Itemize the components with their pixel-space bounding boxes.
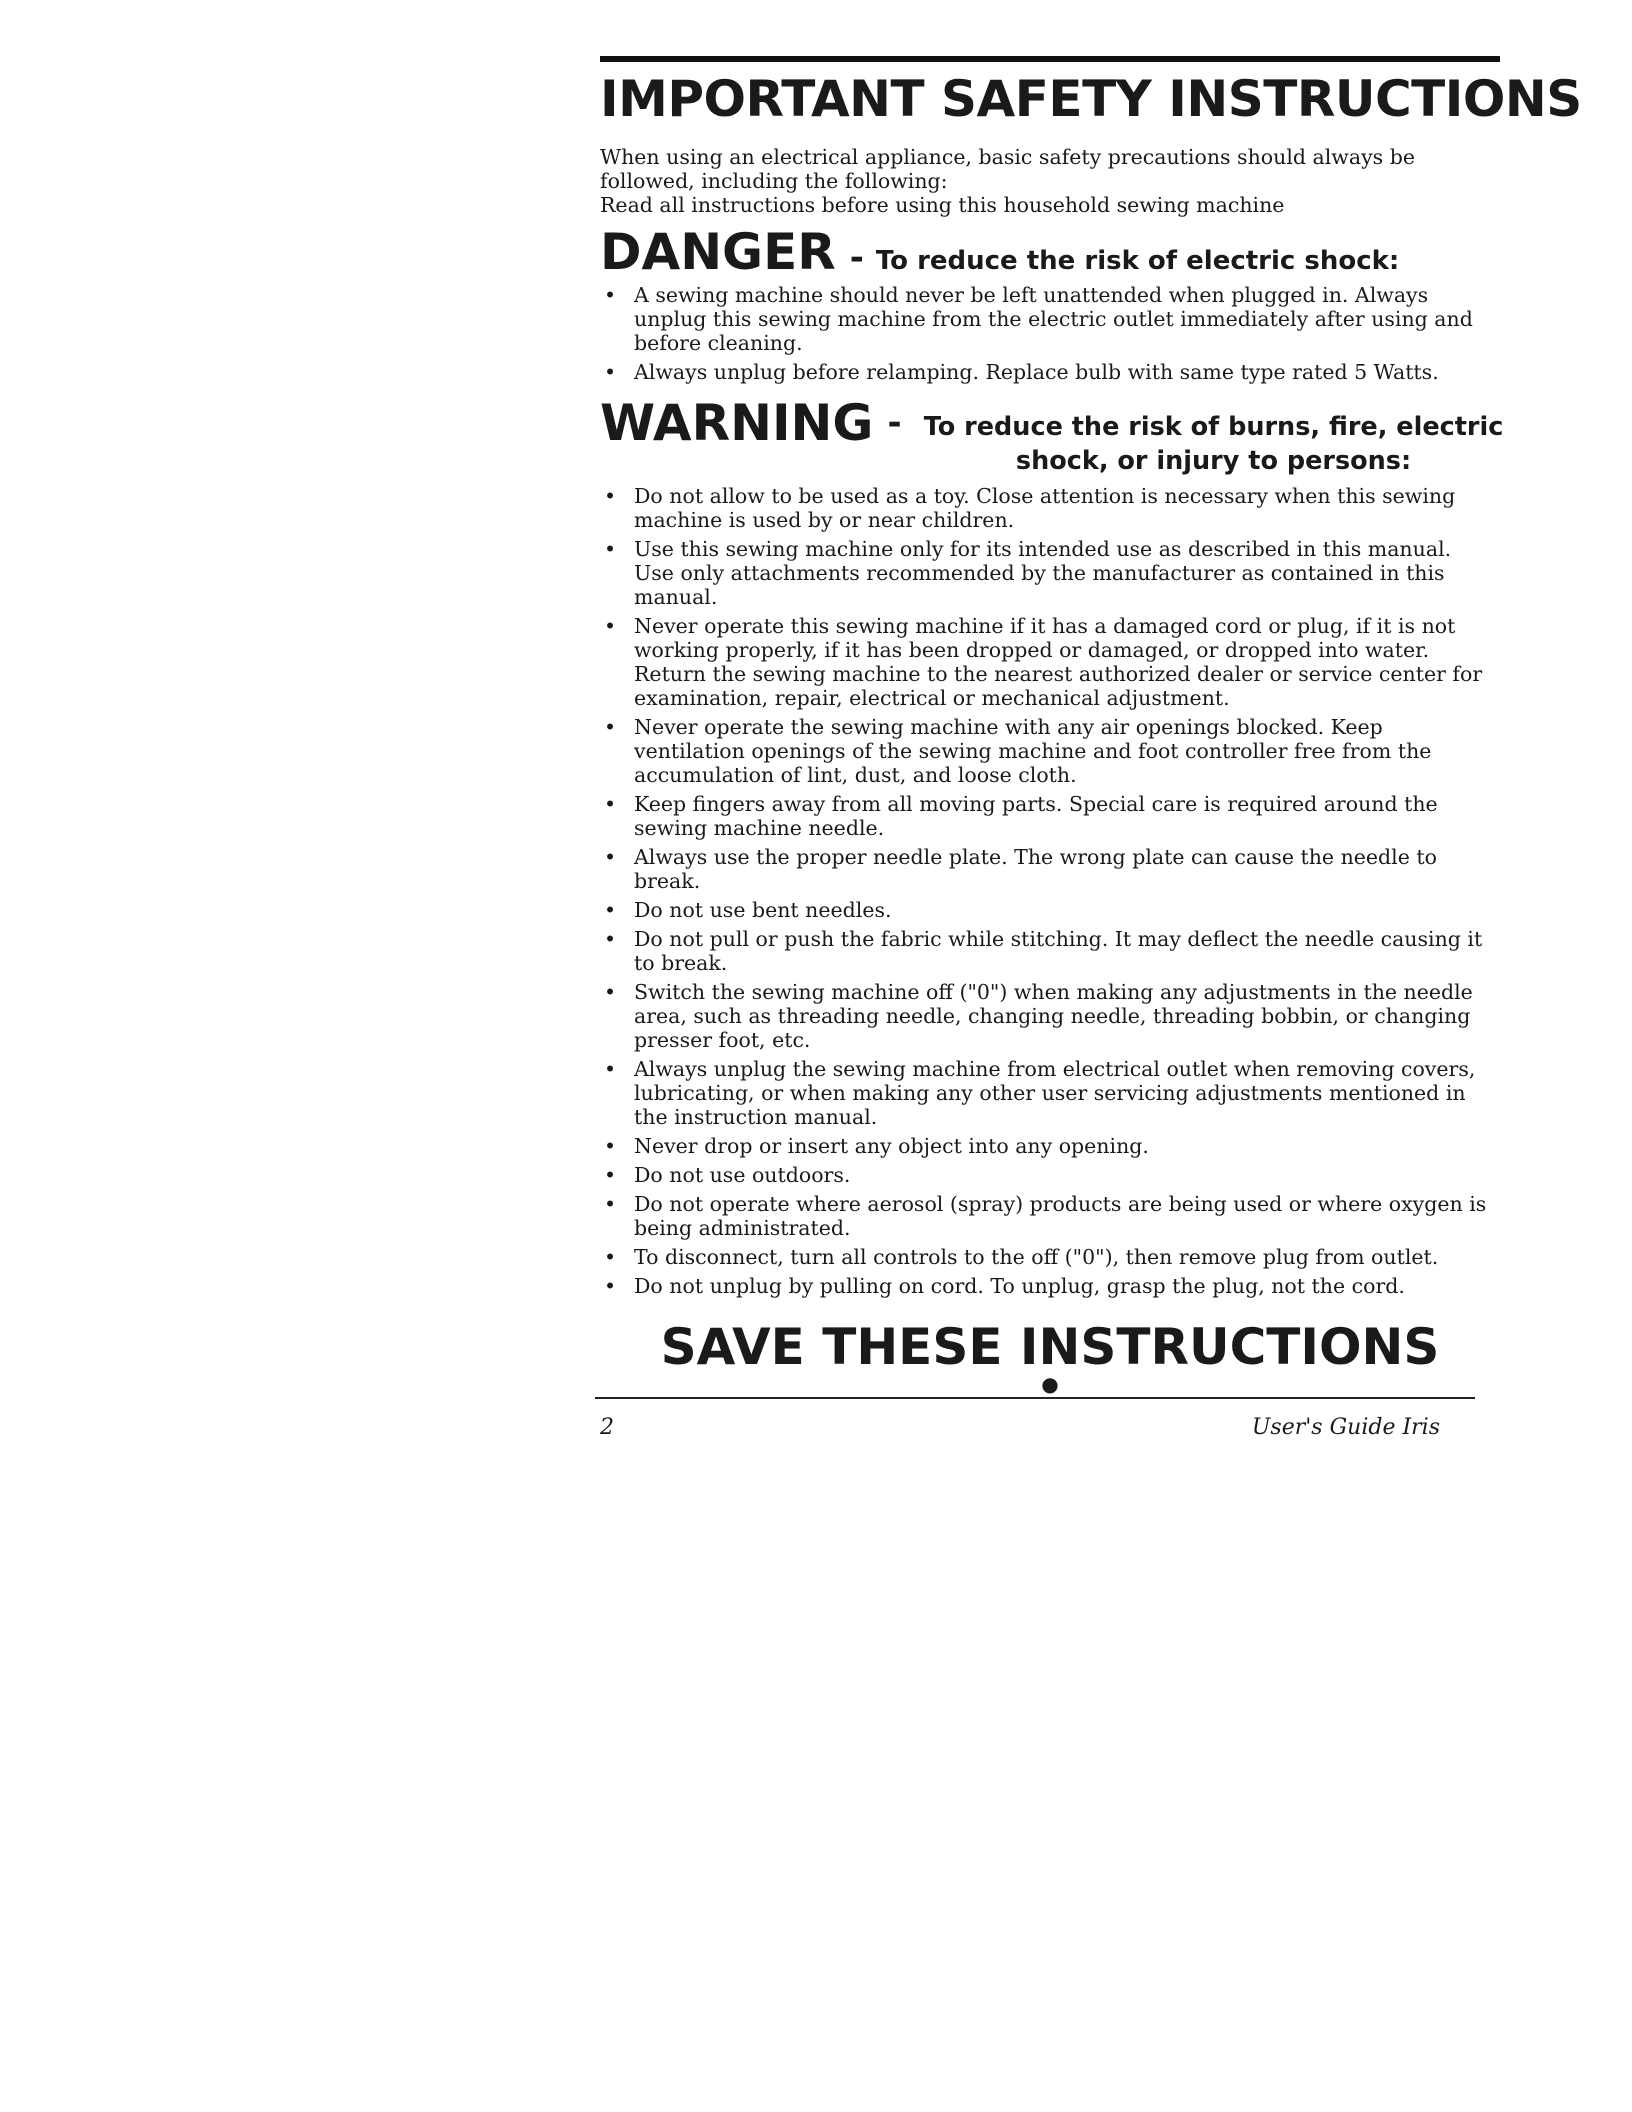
list-item [600,1192,1500,1240]
bullet-icon: • [603,1245,617,1269]
bullet-icon: • [603,792,617,816]
list-item-text: Do not pull or push the fabric while stitching. It may deflect the needle causing it to break. [634,927,1483,975]
list-item [600,1163,1500,1187]
bullet-icon: • [603,927,617,951]
list-item-text: Never drop or insert any object into any opening. [634,1134,1149,1158]
list-item [600,537,1500,609]
intro-line-2: Read all instructions before using this household sewing machine [600,193,1285,217]
bullet-icon: • [603,1192,617,1216]
list-item-text: A sewing machine should never be left unattended when plugged in. Always unplug this sewing machine from the electric outlet immediately after using and before cleaning. [634,283,1473,355]
bullet-icon: • [603,898,617,922]
bottom-rule [595,1397,1475,1399]
bullet-icon: • [603,283,617,307]
bullet-icon: • [603,537,617,561]
list-item-text: Keep fingers away from all moving parts. Special care is required around the sewing machine needle. [634,792,1438,840]
save-instructions-title: SAVE THESE INSTRUCTIONS [660,1318,1440,1376]
list-item [600,1274,1500,1298]
warning-list [600,484,1500,1298]
danger-subtitle: To reduce the risk of electric shock: [875,246,1400,276]
bullet-icon: • [603,1134,617,1158]
list-item-text: Never operate this sewing machine if it has a damaged cord or plug, if it is not working properly, if it has been dropped or damaged, or dropped into water. Return the sewing machine to the nearest authorized dealer or service center for examination, repair, electrical or mechanical adjustment. [634,614,1483,710]
bullet-icon: • [603,1057,617,1081]
save-dot: ● [1041,1372,1059,1396]
danger-dash: - [849,238,864,278]
bullet-icon: • [603,980,617,1004]
list-item [600,360,1500,384]
list-item [600,927,1500,975]
list-item [600,1134,1500,1158]
top-rule [600,56,1500,62]
list-item-text: Use this sewing machine only for its intended use as described in this manual. Use only attachments recommended by the manufacturer as contained in this manual. [634,537,1452,609]
list-item [600,980,1500,1052]
intro-line-1: When using an electrical appliance, basic safety precautions should always be followed, including the following: [600,145,1415,193]
list-item-text: Do not use bent needles. [634,898,892,922]
list-item [600,484,1500,532]
bullet-icon: • [603,484,617,508]
warning-dash: - [887,403,902,443]
list-item [600,792,1500,840]
danger-list [600,283,1500,384]
bullet-icon: • [603,614,617,638]
list-item-text: Do not unplug by pulling on cord. To unplug, grasp the plug, not the cord. [634,1274,1405,1298]
list-item [600,898,1500,922]
footer [600,1415,1440,1440]
guide-name: User's Guide Iris [1251,1415,1440,1440]
bullet-icon: • [603,845,617,869]
list-item [600,715,1500,787]
document-page [600,56,1582,1440]
list-item-text: Switch the sewing machine off ("0") when making any adjustments in the needle area, such as threading needle, changing needle, threading bobbin, or changing presser foot, etc. [634,980,1473,1052]
list-item-text: Never operate the sewing machine with any air openings blocked. Keep ventilation openings of the sewing machine and foot controller free from the accumulation of lint, dust, and loose cloth. [634,715,1432,787]
warning-subtitle: To reduce the risk of burns, fire, electric shock, or injury to persons: [923,412,1504,476]
list-item-text: Always use the proper needle plate. The wrong plate can cause the needle to break. [634,845,1437,893]
warning-word: WARNING [600,394,874,452]
list-item [600,614,1500,710]
list-item-text: To disconnect, turn all controls to the off ("0"), then remove plug from outlet. [634,1245,1439,1269]
list-item-text: Do not use outdoors. [634,1163,851,1187]
list-item [600,845,1500,893]
page-number: 2 [600,1415,614,1440]
page-title: IMPORTANT SAFETY INSTRUCTIONS [600,70,1582,128]
list-item-text: Always unplug the sewing machine from electrical outlet when removing covers, lubricating, or when making any other user servicing adjustments mentioned in the instruction manual. [634,1057,1476,1129]
bullet-icon: • [603,715,617,739]
bullet-icon: • [603,1163,617,1187]
danger-heading [600,223,1500,281]
list-item-text: Do not operate where aerosol (spray) products are being used or where oxygen is being administrated. [634,1192,1487,1240]
list-item [600,283,1500,355]
danger-word: DANGER [600,223,836,281]
list-item-text: Always unplug before relamping. Replace bulb with same type rated 5 Watts. [634,360,1439,384]
list-item-text: Do not allow to be used as a toy. Close attention is necessary when this sewing machine is used by or near children. [634,484,1456,532]
list-item [600,1057,1500,1129]
intro-text [600,145,1500,217]
bullet-icon: • [603,1274,617,1298]
warning-heading [600,394,1504,478]
list-item [600,1245,1500,1269]
bullet-icon: • [603,360,617,384]
